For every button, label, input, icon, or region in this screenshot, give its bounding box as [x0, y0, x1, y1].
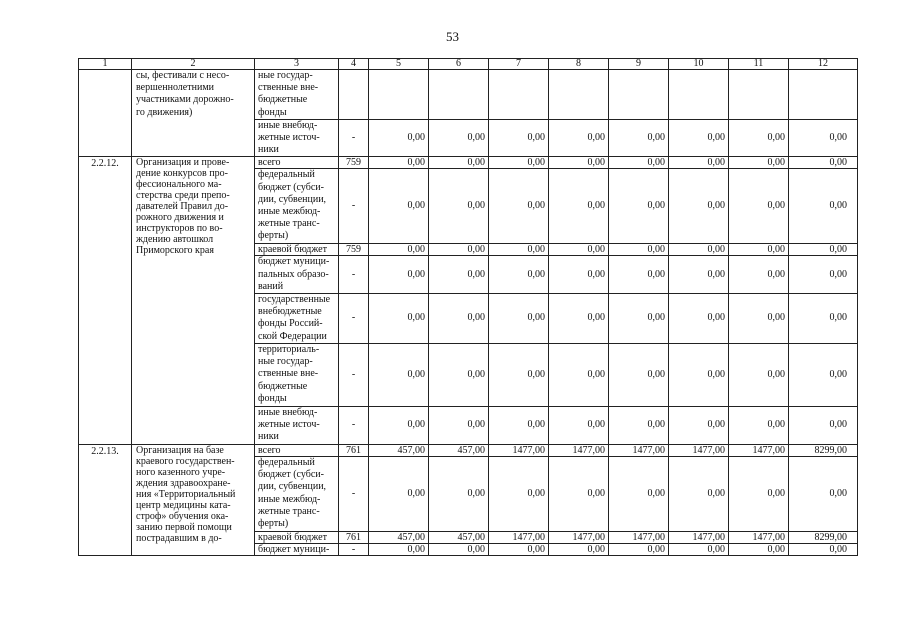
description-line: сы, фестивали с несо- [136, 70, 230, 81]
amount-cell [429, 70, 489, 120]
funding-source-line: ферты) [258, 518, 289, 530]
amount-cell [609, 70, 669, 120]
description-line: Организация и прове- [136, 157, 230, 169]
funding-source-line: пальных образо- [258, 268, 329, 280]
amount-cell: 0,00 [789, 294, 858, 344]
amount-cell: 0,00 [609, 544, 669, 556]
amount-cell: 0,00 [429, 457, 489, 532]
funding-source [255, 244, 339, 256]
amount-cell: 0,00 [489, 344, 549, 407]
amount-cell: 1477,00 [729, 445, 789, 457]
activity-description [132, 70, 255, 157]
amount-cell: 457,00 [429, 445, 489, 457]
amount-cell: 0,00 [369, 344, 429, 407]
item-number [79, 70, 132, 157]
code-cell: - [339, 544, 369, 556]
budget-table [78, 58, 858, 556]
code-cell: - [339, 119, 369, 157]
amount-cell: 0,00 [549, 344, 609, 407]
amount-cell: 0,00 [789, 544, 858, 556]
amount-cell: 0,00 [429, 294, 489, 344]
amount-cell: 0,00 [609, 169, 669, 244]
code-cell: 759 [339, 244, 369, 256]
description-line: стерства среди препо- [136, 190, 230, 202]
funding-source-line: всего [258, 157, 281, 169]
funding-source-line: жетные источ- [258, 419, 320, 431]
funding-source-line: краевой бюджет [258, 532, 327, 544]
funding-source-line: дии, субвенции, [258, 193, 327, 205]
amount-cell: 0,00 [429, 119, 489, 157]
amount-cell: 1477,00 [729, 532, 789, 544]
amount-cell: 0,00 [729, 244, 789, 256]
amount-cell: 0,00 [489, 256, 549, 294]
funding-source-line: ные государ- [258, 356, 313, 368]
amount-cell: 0,00 [549, 119, 609, 157]
amount-cell: 0,00 [669, 407, 729, 445]
column-number: 9 [609, 59, 669, 70]
funding-source-line: бюджет (субси- [258, 469, 324, 481]
amount-cell: 0,00 [729, 294, 789, 344]
item-number: 2.2.13. [79, 445, 132, 556]
description-line: вершеннолетними [136, 82, 214, 94]
funding-source-line: ники [258, 431, 279, 443]
amount-cell: 0,00 [369, 294, 429, 344]
amount-cell [789, 70, 858, 120]
description-line: фессионального ма- [136, 179, 222, 191]
funding-source [255, 119, 339, 157]
column-number-header-row [79, 59, 858, 70]
amount-cell: 457,00 [429, 532, 489, 544]
funding-source-line: бюджетные [258, 380, 308, 392]
funding-source-line: федеральный [258, 169, 315, 181]
description-line: Приморского края [136, 245, 214, 257]
amount-cell: 0,00 [669, 244, 729, 256]
funding-source-line: жетные источ- [258, 132, 320, 144]
column-number: 4 [339, 59, 369, 70]
amount-cell: 0,00 [429, 256, 489, 294]
amount-cell: 8299,00 [789, 445, 858, 457]
description-line: го движения) [136, 106, 193, 118]
column-number: 1 [79, 59, 132, 70]
amount-cell: 1477,00 [609, 532, 669, 544]
amount-cell: 0,00 [789, 344, 858, 407]
funding-source [255, 169, 339, 244]
amount-cell: 0,00 [669, 544, 729, 556]
amount-cell: 0,00 [669, 256, 729, 294]
amount-cell: 0,00 [549, 244, 609, 256]
amount-cell: 1477,00 [549, 532, 609, 544]
funding-source-line: бюджет муници- [258, 256, 330, 268]
funding-source [255, 544, 339, 556]
amount-cell [369, 70, 429, 120]
amount-cell: 0,00 [489, 119, 549, 157]
amount-cell: 0,00 [489, 407, 549, 445]
activity-description [132, 157, 255, 445]
amount-cell: 0,00 [429, 244, 489, 256]
amount-cell: 0,00 [369, 169, 429, 244]
code-cell: - [339, 256, 369, 294]
code-cell: - [339, 169, 369, 244]
funding-source-line: иные внебюд- [258, 407, 318, 419]
table-row [79, 70, 858, 120]
funding-source [255, 256, 339, 294]
amount-cell: 1477,00 [549, 445, 609, 457]
column-number: 2 [132, 59, 255, 70]
code-cell: - [339, 457, 369, 532]
funding-source-line: ственные вне- [258, 368, 319, 380]
amount-cell: 0,00 [429, 169, 489, 244]
table-row [79, 157, 858, 169]
amount-cell: 457,00 [369, 445, 429, 457]
amount-cell: 0,00 [369, 119, 429, 157]
amount-cell: 0,00 [729, 344, 789, 407]
column-number: 5 [369, 59, 429, 70]
amount-cell [729, 70, 789, 120]
funding-source-line: ники [258, 144, 279, 156]
funding-source-line: краевой бюджет [258, 244, 327, 256]
column-number: 3 [255, 59, 339, 70]
column-number: 12 [789, 59, 858, 70]
funding-source [255, 457, 339, 532]
amount-cell: 1477,00 [489, 532, 549, 544]
amount-cell: 0,00 [789, 119, 858, 157]
funding-source-line: дии, субвенции, [258, 481, 327, 493]
description-line: краевого государствен- [136, 456, 235, 468]
amount-cell: 0,00 [789, 407, 858, 445]
code-cell: 761 [339, 445, 369, 457]
funding-source-line: бюджет (субси- [258, 181, 324, 193]
amount-cell: 0,00 [549, 294, 609, 344]
column-number: 8 [549, 59, 609, 70]
amount-cell: 0,00 [669, 457, 729, 532]
table-row [79, 445, 858, 457]
description-line: участниками дорожно- [136, 94, 234, 106]
amount-cell: 0,00 [609, 344, 669, 407]
amount-cell: 0,00 [549, 407, 609, 445]
amount-cell: 1477,00 [669, 445, 729, 457]
amount-cell: 0,00 [729, 407, 789, 445]
funding-source-line: ственные вне- [258, 82, 319, 94]
description-line: рожного движения и [136, 212, 224, 224]
amount-cell: 0,00 [549, 157, 609, 169]
amount-cell: 0,00 [489, 544, 549, 556]
funding-source-line: фонды [258, 106, 287, 118]
funding-source-line: государственные [258, 294, 331, 306]
amount-cell: 0,00 [609, 256, 669, 294]
funding-source-line: ферты) [258, 230, 289, 242]
activity-description [132, 445, 255, 556]
amount-cell: 0,00 [669, 344, 729, 407]
amount-cell: 0,00 [789, 157, 858, 169]
amount-cell: 0,00 [489, 244, 549, 256]
funding-source-line: фонды [258, 392, 287, 404]
amount-cell: 0,00 [489, 157, 549, 169]
funding-source [255, 407, 339, 445]
description-line: центр медицины ката- [136, 500, 231, 512]
amount-cell: 0,00 [429, 544, 489, 556]
description-line: пострадавшим в до- [136, 533, 222, 545]
amount-cell: 0,00 [369, 256, 429, 294]
funding-source-line: иные межбюд- [258, 493, 321, 505]
code-cell: - [339, 407, 369, 445]
description-line: занию первой помощи [136, 522, 232, 534]
amount-cell: 0,00 [729, 256, 789, 294]
amount-cell: 0,00 [729, 169, 789, 244]
funding-source [255, 445, 339, 457]
amount-cell: 0,00 [729, 157, 789, 169]
amount-cell: 0,00 [369, 544, 429, 556]
amount-cell: 1477,00 [669, 532, 729, 544]
amount-cell: 0,00 [549, 457, 609, 532]
amount-cell: 0,00 [549, 544, 609, 556]
funding-source [255, 157, 339, 169]
code-cell [339, 70, 369, 120]
amount-cell: 0,00 [429, 344, 489, 407]
code-cell: 759 [339, 157, 369, 169]
amount-cell: 0,00 [549, 256, 609, 294]
amount-cell: 0,00 [369, 244, 429, 256]
amount-cell: 0,00 [669, 157, 729, 169]
amount-cell: 0,00 [789, 169, 858, 244]
amount-cell: 0,00 [609, 294, 669, 344]
amount-cell: 8299,00 [789, 532, 858, 544]
amount-cell: 0,00 [789, 244, 858, 256]
description-line: ждения здравоохране- [136, 478, 231, 490]
amount-cell: 0,00 [429, 407, 489, 445]
column-number: 6 [429, 59, 489, 70]
description-line: строф» обучения ока- [136, 511, 229, 523]
funding-source-line: иные межбюд- [258, 206, 321, 218]
page-number: 53 [446, 29, 459, 44]
amount-cell: 0,00 [669, 169, 729, 244]
amount-cell: 457,00 [369, 532, 429, 544]
description-line: Организация на базе [136, 445, 224, 457]
funding-source-line: федеральный [258, 457, 315, 469]
amount-cell: 0,00 [609, 244, 669, 256]
amount-cell [549, 70, 609, 120]
code-cell: 761 [339, 532, 369, 544]
funding-source-line: жетные транс- [258, 218, 320, 230]
description-line: дение конкурсов про- [136, 168, 228, 180]
funding-source-line: ваний [258, 280, 284, 292]
description-line: давателей Правил до- [136, 201, 229, 213]
code-cell: - [339, 294, 369, 344]
funding-source-line: бюджет муници- [258, 544, 330, 556]
amount-cell: 0,00 [669, 294, 729, 344]
amount-cell: 0,00 [609, 119, 669, 157]
column-number: 10 [669, 59, 729, 70]
amount-cell: 0,00 [489, 169, 549, 244]
funding-source [255, 70, 339, 120]
code-cell: - [339, 344, 369, 407]
amount-cell: 0,00 [369, 407, 429, 445]
description-line: ного казенного учре- [136, 467, 226, 479]
funding-source-line: бюджетные [258, 94, 308, 106]
amount-cell: 0,00 [369, 157, 429, 169]
amount-cell: 0,00 [549, 169, 609, 244]
amount-cell: 0,00 [729, 544, 789, 556]
amount-cell [669, 70, 729, 120]
amount-cell: 0,00 [429, 157, 489, 169]
amount-cell: 0,00 [609, 157, 669, 169]
funding-source-line: всего [258, 445, 281, 457]
description-line: ния «Территориальный [136, 489, 236, 501]
description-line: ждению автошкол [136, 234, 214, 246]
funding-source [255, 344, 339, 407]
amount-cell: 0,00 [729, 457, 789, 532]
amount-cell: 0,00 [609, 457, 669, 532]
funding-source-line: жетные транс- [258, 505, 320, 517]
amount-cell: 0,00 [369, 457, 429, 532]
description-line: инструкторов по во- [136, 223, 223, 235]
amount-cell: 0,00 [489, 294, 549, 344]
funding-source-line: ные государ- [258, 70, 313, 81]
funding-source-line: фонды Россий- [258, 318, 323, 330]
amount-cell: 1477,00 [609, 445, 669, 457]
amount-cell: 0,00 [669, 119, 729, 157]
funding-source [255, 532, 339, 544]
amount-cell: 0,00 [609, 407, 669, 445]
amount-cell: 0,00 [489, 457, 549, 532]
amount-cell: 1477,00 [489, 445, 549, 457]
column-number: 11 [729, 59, 789, 70]
funding-source-line: территориаль- [258, 344, 320, 356]
funding-source-line: ской Федерации [258, 330, 327, 342]
amount-cell: 0,00 [789, 457, 858, 532]
funding-source-line: иные внебюд- [258, 119, 318, 131]
column-number: 7 [489, 59, 549, 70]
amount-cell: 0,00 [789, 256, 858, 294]
funding-source [255, 294, 339, 344]
funding-source-line: внебюджетные [258, 306, 322, 318]
item-number: 2.2.12. [79, 157, 132, 445]
amount-cell [489, 70, 549, 120]
amount-cell: 0,00 [729, 119, 789, 157]
